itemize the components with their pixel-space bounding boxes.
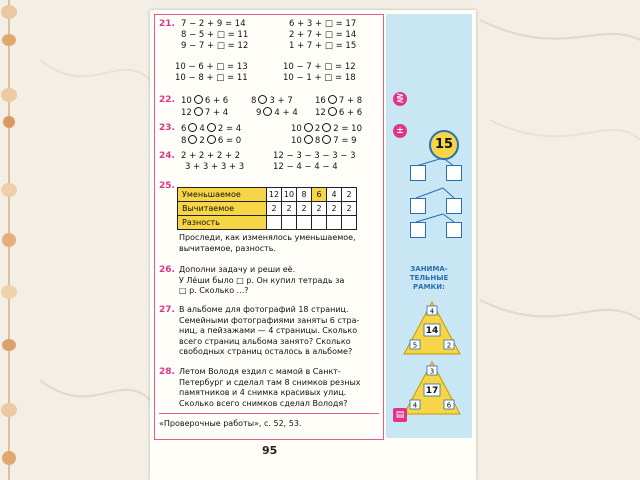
tri2-top-value: 3 bbox=[429, 367, 435, 376]
p28-text: Летом Володя ездил с мамой в Санкт- Петербург и сделал там 8 снимков резных памятников и 4 снимка красивых улиц. Сколько всего снимков сделал Володя? bbox=[179, 367, 361, 408]
sign-circle-icon[interactable] bbox=[322, 123, 331, 132]
compare-circle-icon[interactable] bbox=[263, 107, 272, 116]
table-cell: 2 bbox=[312, 202, 327, 216]
table-cell: 2 bbox=[282, 202, 297, 216]
tri2-center-value: 17 bbox=[425, 386, 439, 396]
p21-row5-left: 10 − 8 + □ = 11 bbox=[175, 73, 248, 83]
textbook-page bbox=[150, 10, 476, 480]
exercises-frame bbox=[154, 14, 384, 440]
answer-cell[interactable] bbox=[327, 216, 342, 230]
answer-box[interactable] bbox=[410, 198, 426, 214]
side-heading: ЗАНИМА- ТЕЛЬНЫЕ РАМКИ: bbox=[409, 265, 449, 291]
page-number: 95 bbox=[262, 444, 278, 457]
answer-box[interactable] bbox=[410, 222, 426, 238]
answer-cell[interactable] bbox=[342, 216, 357, 230]
p27-text: В альбоме для фотографий 18 страниц. Семейными фотографиями заняты 6 стра- ниц, а пейзажами — 4 страницы. Сколько всего страниц альбома занято? Сколько свободных страниц осталось в альбоме? bbox=[179, 305, 360, 356]
answer-cell[interactable] bbox=[282, 216, 297, 230]
p23-item1: 6 4 2 = 4 bbox=[181, 124, 242, 134]
table-row-difference bbox=[178, 216, 357, 230]
table-cell: 10 bbox=[282, 188, 297, 202]
p21-row1-right: 6 + 3 + □ = 17 bbox=[289, 19, 357, 29]
p23-item4: 10 8 7 = 9 bbox=[291, 136, 357, 146]
table-row-minuend bbox=[178, 188, 357, 202]
problem-28-number: 28. bbox=[159, 367, 175, 377]
sign-circle-icon[interactable] bbox=[304, 123, 313, 132]
table-cell: 2 bbox=[342, 202, 357, 216]
tri1-center-value: 14 bbox=[425, 326, 439, 336]
sign-circle-icon[interactable] bbox=[322, 135, 331, 144]
p24-row2-right: 12 − 4 − 4 − 4 bbox=[273, 162, 338, 172]
table-cell: 2 bbox=[267, 202, 282, 216]
p21-row3-left: 9 − 7 + □ = 12 bbox=[181, 41, 249, 51]
compare-circle-icon[interactable] bbox=[194, 107, 203, 116]
tri2-left-value: 4 bbox=[412, 401, 418, 410]
table-cell: 2 bbox=[297, 202, 312, 216]
tri2-right-value: 6 bbox=[446, 401, 452, 410]
tri1-right-value: 2 bbox=[446, 341, 452, 350]
p22-item6: 12 6 + 6 bbox=[315, 108, 363, 118]
sign-circle-icon[interactable] bbox=[188, 123, 197, 132]
p22-item1: 10 6 + 6 bbox=[181, 96, 229, 106]
p22-item3: 16 7 + 8 bbox=[315, 96, 363, 106]
table-cell: 4 bbox=[327, 188, 342, 202]
row-label: Вычитаемое bbox=[178, 202, 267, 216]
problem-27-number: 27. bbox=[159, 305, 175, 315]
problem-26-number: 26. bbox=[159, 265, 175, 275]
sign-circle-icon[interactable] bbox=[188, 135, 197, 144]
tri1-top-value: 4 bbox=[429, 307, 435, 316]
p21-row4-left: 10 − 6 + □ = 13 bbox=[175, 62, 248, 72]
row-label: Уменьшаемое bbox=[178, 188, 267, 202]
p21-row5-right: 10 − 1 + □ = 18 bbox=[283, 73, 356, 83]
p22-item4: 12 7 + 4 bbox=[181, 108, 229, 118]
problem-23-number: 23. bbox=[159, 123, 175, 133]
p22-item2: 8 3 + 7 bbox=[251, 96, 293, 106]
compare-circle-icon[interactable] bbox=[194, 95, 203, 104]
p24-row1-right: 12 − 3 − 3 − 3 − 3 bbox=[273, 151, 356, 161]
answer-cell[interactable] bbox=[267, 216, 282, 230]
table-row-subtrahend bbox=[178, 202, 357, 216]
problem-25-number: 25. bbox=[159, 181, 175, 191]
sign-circle-icon[interactable] bbox=[207, 135, 216, 144]
plus-minus-icon: ± bbox=[393, 124, 407, 138]
problem-24-number: 24. bbox=[159, 151, 175, 161]
compare-circle-icon[interactable] bbox=[258, 95, 267, 104]
answer-box[interactable] bbox=[446, 198, 462, 214]
row-label: Разность bbox=[178, 216, 267, 230]
compare-circle-icon[interactable] bbox=[328, 107, 337, 116]
answer-box[interactable] bbox=[446, 165, 462, 181]
p23-item3: 8 2 6 = 0 bbox=[181, 136, 242, 146]
p21-row2-right: 2 + 7 + □ = 14 bbox=[289, 30, 357, 40]
table-cell: 6 bbox=[312, 188, 327, 202]
table-cell: 2 bbox=[327, 202, 342, 216]
triangle-puzzle-2 bbox=[402, 360, 462, 416]
sign-circle-icon[interactable] bbox=[304, 135, 313, 144]
notebook-icon: ▤ bbox=[393, 408, 407, 422]
problem-21-number: 21. bbox=[159, 19, 175, 29]
answer-box[interactable] bbox=[446, 222, 462, 238]
p24-row1-left: 2 + 2 + 2 + 2 bbox=[181, 151, 241, 161]
frame-15-badge: 15 bbox=[429, 130, 459, 160]
p26-text: Дополни задачу и реши её. У Лёши было □ р. Он купил тетрадь за □ р. Сколько ...? bbox=[179, 265, 345, 295]
p25-instruction: Проследи, как изменялось уменьшаемое, вычитаемое, разность. bbox=[179, 233, 356, 253]
p21-row1-left: 7 − 2 + 9 = 14 bbox=[181, 19, 246, 29]
compare-circle-icon[interactable] bbox=[328, 95, 337, 104]
p21-row3-right: 1 + 7 + □ = 15 bbox=[289, 41, 357, 51]
subtraction-table bbox=[177, 187, 357, 230]
compare-sign-icon: ⋛ bbox=[393, 92, 407, 106]
p22-item5: 9 4 + 4 bbox=[256, 108, 298, 118]
bead-string-decoration bbox=[0, 0, 24, 480]
answer-cell[interactable] bbox=[312, 216, 327, 230]
answer-box[interactable] bbox=[410, 165, 426, 181]
table-cell: 12 bbox=[267, 188, 282, 202]
table-cell: 8 bbox=[297, 188, 312, 202]
tri1-left-value: 5 bbox=[412, 341, 418, 350]
p23-item2: 10 2 2 = 10 bbox=[291, 124, 362, 134]
workbook-reference: «Проверочные работы», с. 52, 53. bbox=[159, 419, 302, 428]
p21-row4-right: 10 − 7 + □ = 12 bbox=[283, 62, 356, 72]
p24-row2-left: 3 + 3 + 3 + 3 bbox=[185, 162, 245, 172]
p21-row2-left: 8 − 5 + □ = 11 bbox=[181, 30, 249, 40]
answer-cell[interactable] bbox=[297, 216, 312, 230]
footer-divider bbox=[159, 413, 379, 414]
triangle-puzzle-1 bbox=[402, 300, 462, 356]
problem-22-number: 22. bbox=[159, 95, 175, 105]
table-cell: 2 bbox=[342, 188, 357, 202]
sign-circle-icon[interactable] bbox=[207, 123, 216, 132]
